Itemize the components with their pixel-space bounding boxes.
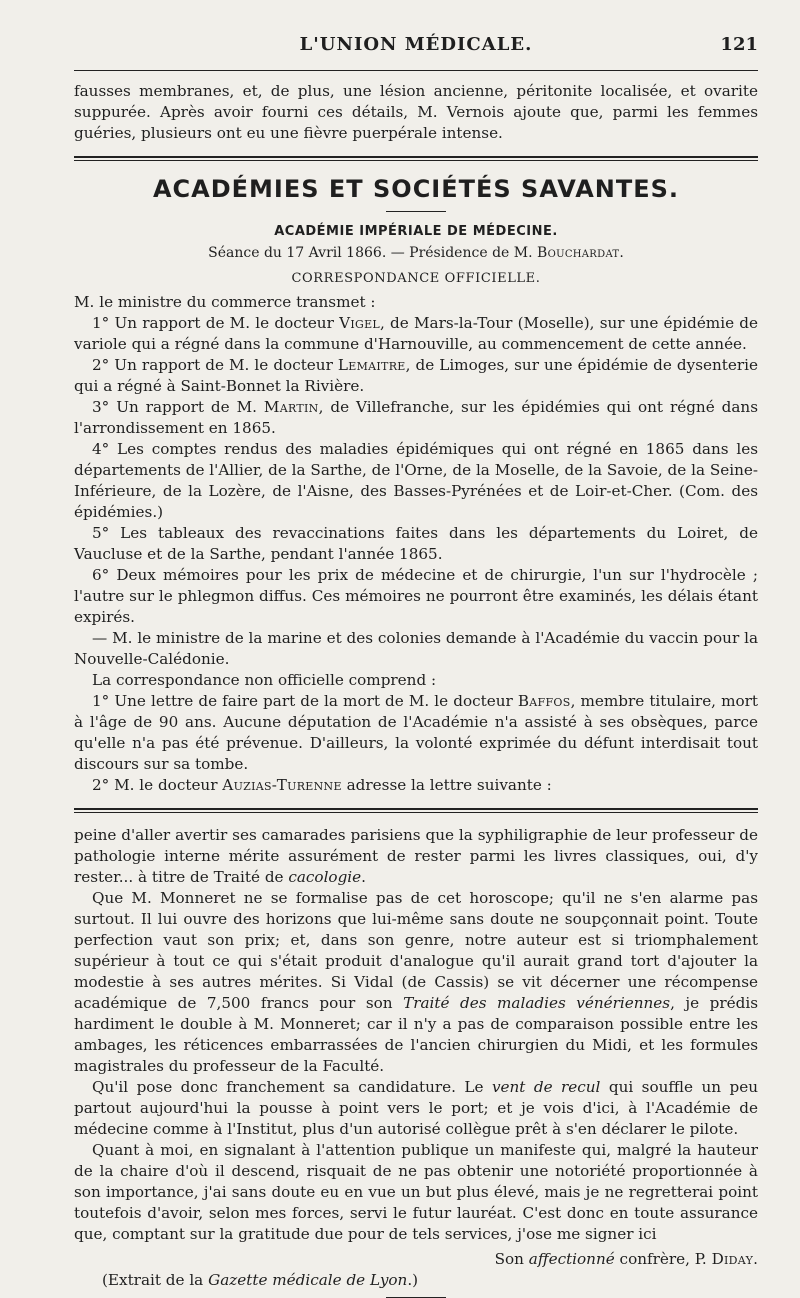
unofficial-item-2 [74,775,758,796]
letter-text: . [361,868,366,886]
session-prefix: Séance du 17 Avril 1866. — Présidence de M. [208,245,537,261]
signature-text: confrère, P. [614,1250,712,1268]
section-title: ACADÉMIES ET SOCIÉTÉS SAVANTES. [152,175,680,203]
person-name: Auzias-Turenne [222,776,342,794]
session-line [74,245,758,261]
letter-italic: cacologie [288,868,362,886]
unofficial-item-1 [74,691,758,775]
person-name: Martin [263,398,319,416]
letter-text: peine d'aller avertir ses camarades parisiens que la syphiligraphie de leur professeur de pathologie interne mérite assurément de rester parmi les livres classiques, oui, d'y rester... à titre de Traité de [74,826,758,886]
item-text: , membre titulaire, mort à l'âge de 90 ans. Aucune députation de l'Académie n'a assisté à ses obsèques, parce qu'elle n'a pas été prévenue. D'ailleurs, la volonté exprimée du défunt interdisait tout discours sur sa tombe. [74,692,759,773]
correspondence-intro: M. le ministre du commerce transmet : [74,293,376,311]
header-rule [74,70,758,71]
item-text: 2° M. le docteur [92,776,223,794]
letter-text: , je prédis hardiment le double à M. Monneret; car il n'y a pas de comparaison possible entre les ambages, les réticences embarrassées de l'ancien chirurgien du Midi, et les formules magistrales du professeur de la Faculté. [74,994,758,1075]
source-text: (Extrait de la [102,1271,209,1289]
correspondence-item-2 [74,355,758,397]
source-line [74,1270,758,1291]
letter-paragraph-2 [74,888,758,1077]
person-name: Baffos [517,692,571,710]
item-text: , de Mars-la-Tour (Moselle), sur une épidémie de variole qui a régné dans la commune d'Harnouville, au commencement de cette année. [74,314,758,353]
item-text: , de Villefranche, sur les épidémies qui ont régné dans l'arrondissement en 1865. [74,398,758,437]
letter-text: qui souffle un peu partout aujourd'hui la pousse à point vers le port; et je vois d'ici, à l'Académie de médecine comme à l'Institut, plus d'un autorisé collègue prêt à s'en déclarer le pilote. [74,1078,758,1138]
correspondence-title: CORRESPONDANCE OFFICIELLE. [291,271,541,286]
session-suffix: . [619,245,624,261]
correspondence-item-4: 4° Les comptes rendus des maladies épidémiques qui ont régné en 1865 dans les départements de l'Allier, de la Sarthe, de l'Orne, de la Moselle, de la Savoie, de la Seine-Inférieure, de la Lozère, de l'Aisne, des Basses-Pyrénées et de Loir-et-Cher. (Com. des épidémies.) [74,440,758,521]
signature-text: . [753,1250,758,1268]
person-name: Vigel [339,314,381,332]
journal-title: L'UNION MÉDICALE. [299,34,533,55]
letter-italic: vent de recul [491,1078,601,1096]
item-text: adresse la lettre suivante : [341,776,552,794]
letter-signature [74,1249,758,1270]
letter-paragraph-4: Quant à moi, en signalant à l'attention publique un manifeste qui, malgré la hauteur de la chaire d'où il descend, risquait de ne pas obtenir une notoriété proportionnée à son importance, j'ai sans doute eu en vue un but plus élevé, mais je ne regretterai point toutefois d'avoir, selon mes forces, servi le futur lauréat. C'est donc en toute assurance que, comptant sur la gratitude due pour de tels services, j'ose me signer ici [74,1141,758,1243]
item-text: 2° Un rapport de M. le docteur [92,356,338,374]
letter-italic: Traité des maladies vénériennes [403,994,671,1012]
short-rule [386,211,446,212]
correspondence-item-6: 6° Deux mémoires pour les prix de médecine et de chirurgie, l'un sur l'hydrocèle ; l'autre sur le phlegmon diffus. Ces mémoires ne pourront être examinés, les délais étant expirés. [74,566,758,626]
section-rule [74,156,758,161]
item-text: 1° Une lettre de faire part de la mort de M. le docteur [92,692,518,710]
item-text: , de Limoges, sur une épidémie de dysenterie qui a régné à Saint-Bonnet la Rivière. [74,356,758,395]
letter-text: Que M. Monneret ne se formalise pas de cet horoscope; qu'il ne s'en alarme pas surtout. Il lui ouvre des horizons que lui-même sans doute ne soupçonnait point. Toute perfection vaut son prix; et, dans son genre, notre auteur est si triomphalement supérieur à tout ce qui s'était produit d'analogue qu'il aurait grand tort d'ajouter la modestie à ses autres mérites. Si Vidal (de Cassis) se vit décerner une récompense académique de 7,500 francs pour son [74,889,758,1012]
letter-paragraph-3 [74,1077,758,1140]
session-president: Bouchardat [537,245,620,261]
unofficial-intro: La correspondance non officielle comprend : [92,671,437,689]
signature-italic: affectionné [528,1250,615,1268]
letter-rule [74,808,758,813]
letter-paragraph-1 [74,825,758,888]
letter-text: Qu'il pose donc franchement sa candidature. Le [92,1078,492,1096]
correspondence-item-3 [74,397,758,439]
page-number: 121 [720,34,758,55]
signature-text: Son [494,1250,529,1268]
person-name: Lemaitre [337,356,406,374]
source-text: .) [407,1271,419,1289]
item-text: 3° Un rapport de M. [92,398,264,416]
signature-name: Diday [711,1250,754,1268]
academy-subtitle: ACADÉMIE IMPÉRIALE DE MÉDECINE. [274,224,558,239]
item-text: 1° Un rapport de M. le docteur [92,314,340,332]
correspondence-item-5: 5° Les tableaux des revaccinations faites dans les départements du Loiret, de Vaucluse et de la Sarthe, pendant l'année 1865. [74,524,758,563]
running-head [74,30,758,64]
marine-request: — M. le ministre de la marine et des colonies demande à l'Académie du vaccin pour la Nouvelle-Calédonie. [74,629,758,668]
intro-paragraph: fausses membranes, et, de plus, une lésion ancienne, péritonite localisée, et ovarite suppurée. Après avoir fourni ces détails, M. Vernois ajoute que, parmi les femmes guéries, plusieurs ont eu une fièvre puerpérale intense. [74,82,758,142]
correspondence-item-1 [74,313,758,355]
source-italic: Gazette médicale de Lyon [208,1271,408,1289]
